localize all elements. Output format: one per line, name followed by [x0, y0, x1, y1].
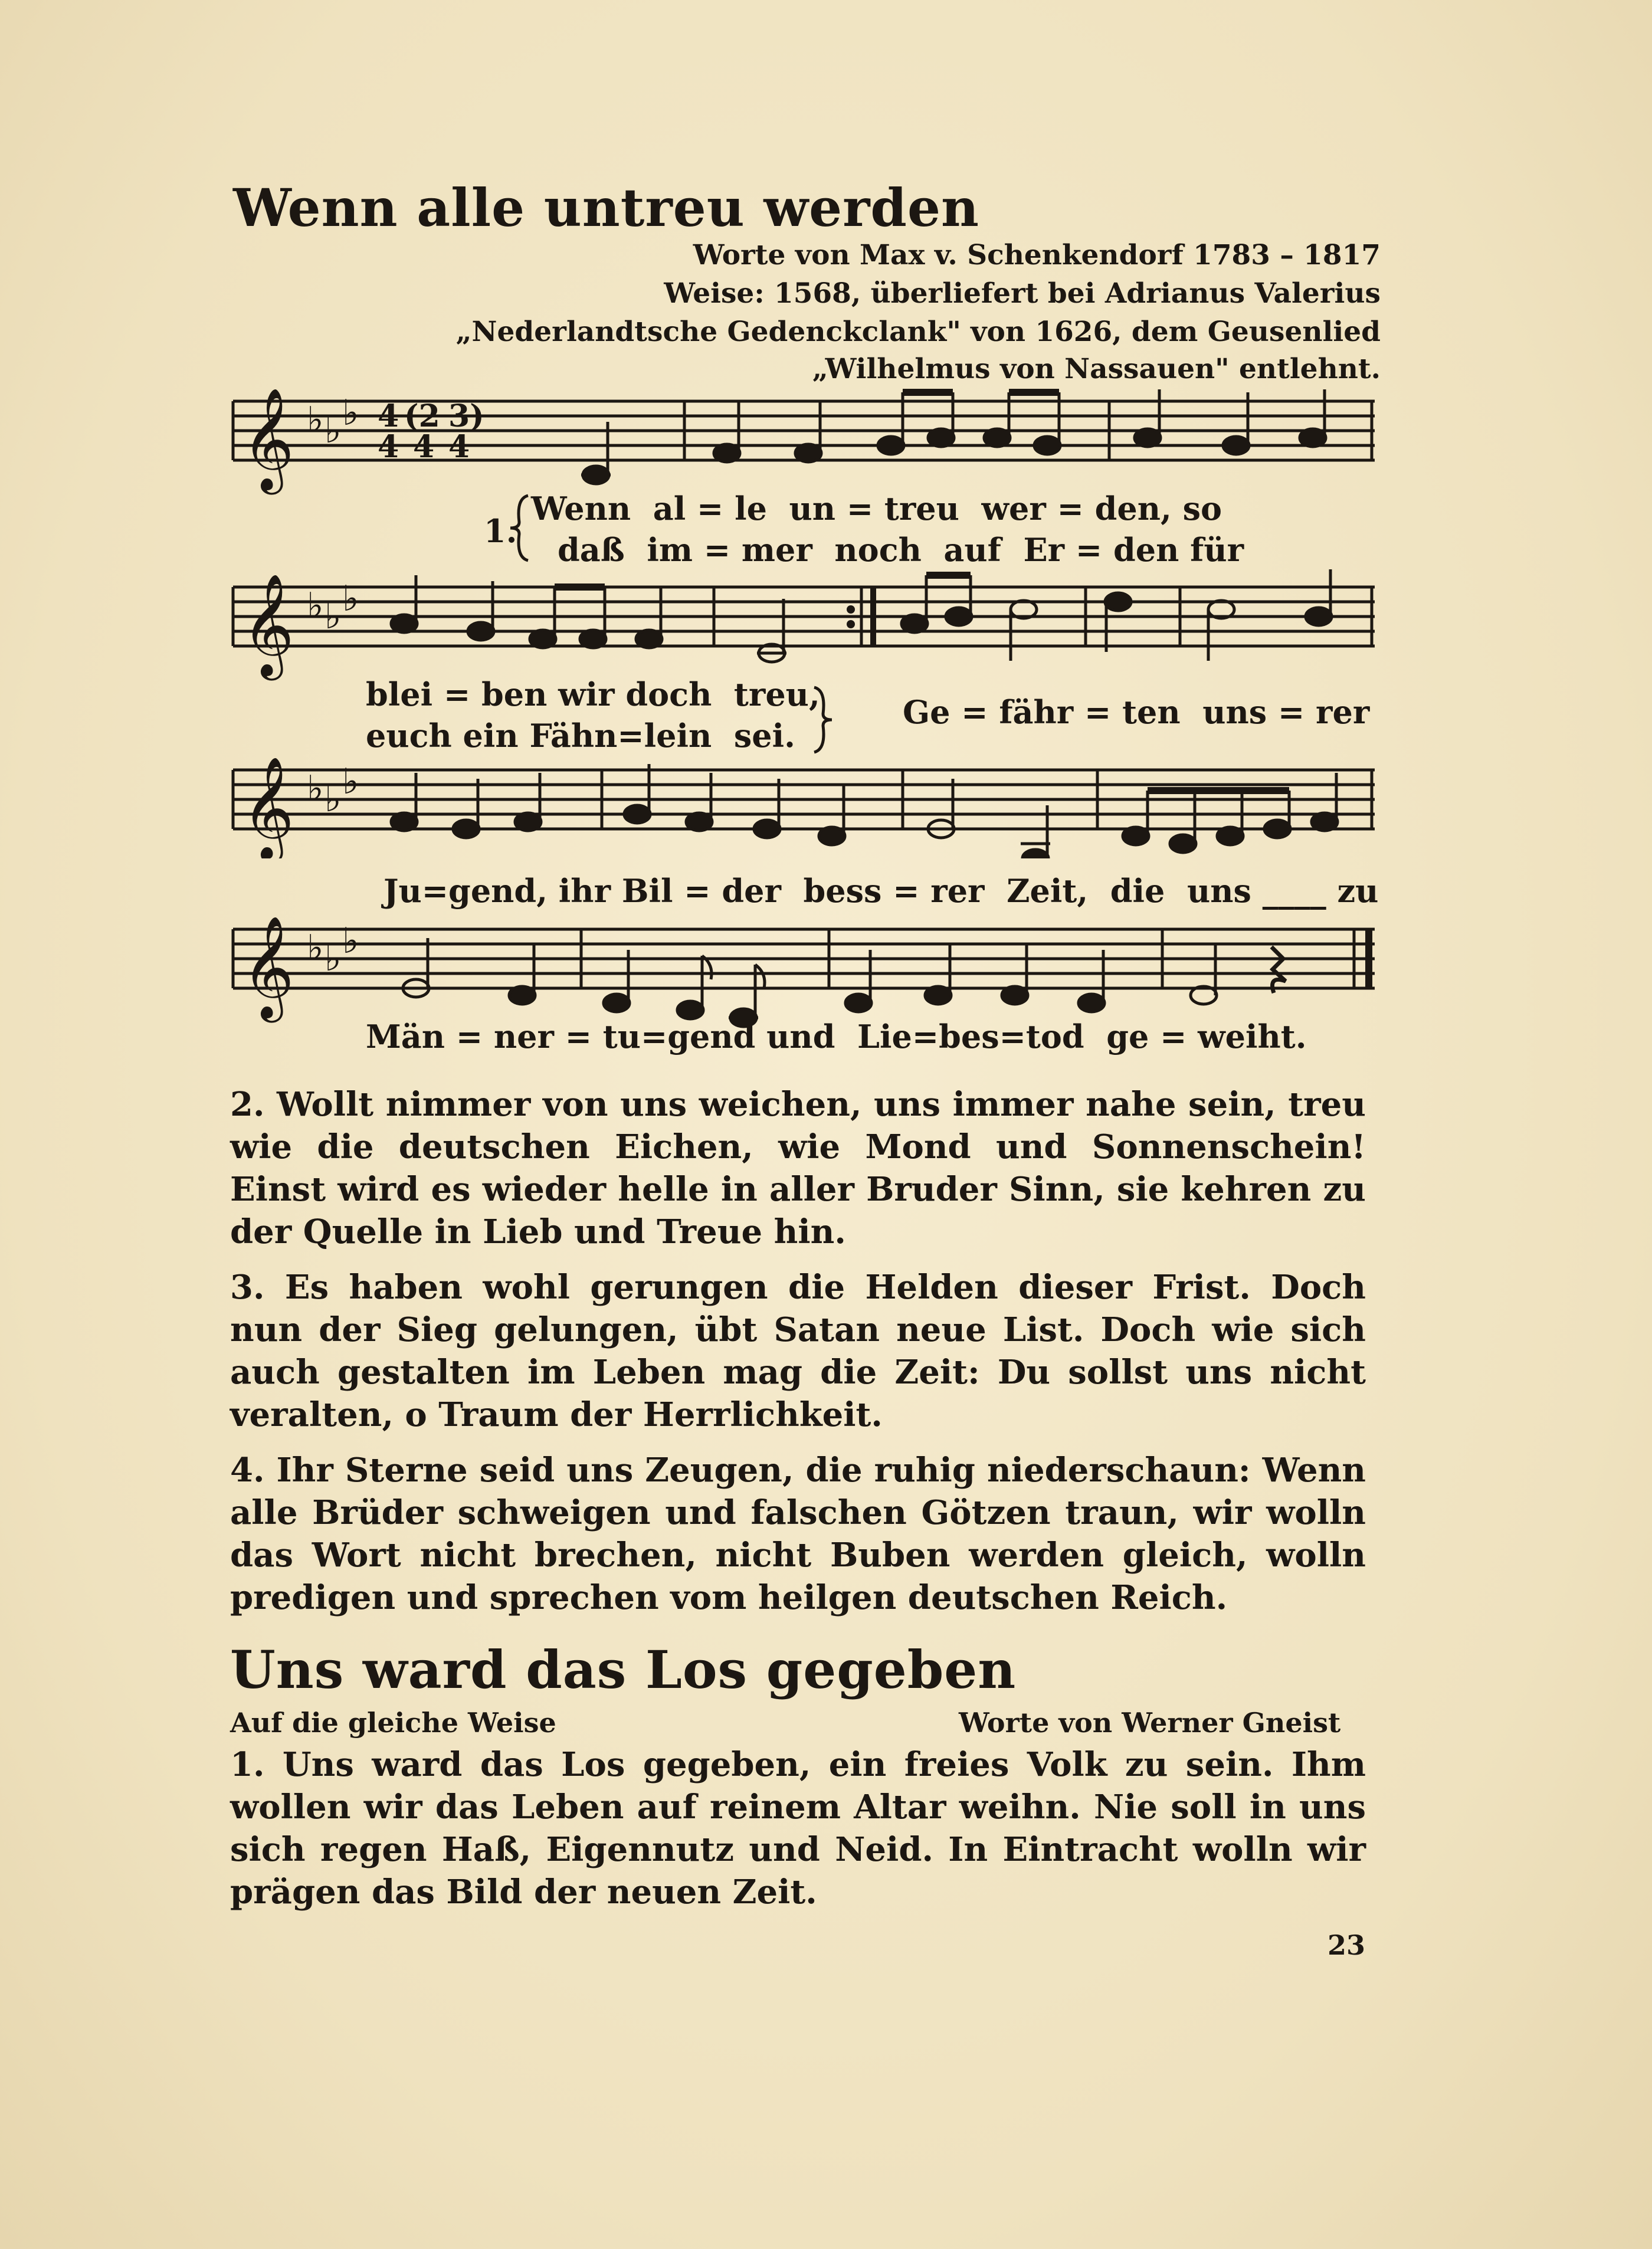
song-2-verse-1: 1. Uns ward das Los gegeben, ein freies Volk zu sein. Ihm wollen wir das Leben auf reinem Altar weihn. Nie soll in uns sich regen Haß, Eigennutz und Neid. In Eintracht wolln wir prägen das Bild der neuen Zeit. [230, 1745, 1366, 1912]
svg-text:♭: ♭ [324, 410, 342, 451]
lyric-line-1b: daß im = mer noch auf Er = den für [558, 531, 1244, 569]
svg-text:♭: ♭ [342, 578, 359, 619]
verse-4: 4. Ihr Sterne seid uns Zeugen, die ruhig niederschaun: Wenn alle Brüder schweigen und falschen Götzen traun, wir wolln das Wort nicht brechen, nicht Buben werden gleich, wolln predigen und sprechen vom heilgen deutschen Reich. [230, 1451, 1366, 1617]
lyric-line-2b: euch ein Fähn=lein sei. [366, 717, 795, 755]
svg-text:4: 4 [378, 398, 399, 434]
music-staff-3 [224, 740, 1404, 858]
lyric-line-3: Ju=gend, ihr Bil = der bess = rer Zeit, die uns ____ zu [384, 872, 1379, 910]
svg-text:(2: (2 [404, 398, 440, 434]
verse-2: 2. Wollt nimmer von uns weichen, uns immer nahe sein, treu wie die deutschen Eichen, wie Mond und Sonnenschein! Einst wird es wieder helle in aller Bruder Sinn, sie kehren zu der Quelle in Lieb und Treue hin. [230, 1085, 1366, 1251]
lyric-line-2a: blei = ben wir doch treu, [366, 676, 820, 713]
svg-text:♭: ♭ [342, 920, 359, 962]
svg-text:♭: ♭ [324, 596, 342, 637]
verse-number-1: 1. [484, 512, 517, 550]
svg-text:𝄞: 𝄞 [242, 573, 294, 676]
svg-text:♭: ♭ [307, 768, 324, 809]
credit-line-1: Worte von Max v. Schenkendorf 1783 – 1817 [693, 239, 1381, 271]
music-staff-2 [224, 563, 1404, 681]
credit-line-3: „Nederlandtsche Gedenckclank" von 1626, dem Geusenlied [455, 316, 1381, 348]
svg-text:𝄞: 𝄞 [242, 916, 294, 1018]
song-2-credit: Worte von Werner Gneist [959, 1707, 1341, 1739]
svg-text:3): 3) [448, 398, 484, 434]
credit-line-4: „Wilhelmus von Nassauen" entlehnt. [812, 353, 1381, 385]
svg-text:𝄞: 𝄞 [242, 756, 294, 858]
lyric-line-2c: Ge = fähr = ten uns = rer [903, 693, 1370, 731]
verse-3: 3. Es haben wohl gerungen die Helden dieser Frist. Doch nun der Sieg gelungen, übt Satan neue List. Doch wie sich auch gestalten im Leben mag die Zeit: Du sollst uns nicht veralten, o Traum der Herrlichkeit. [230, 1268, 1366, 1434]
lyric-line-1a: Wenn al = le un = treu wer = den, so [531, 490, 1222, 527]
svg-text:♭: ♭ [324, 779, 342, 820]
song-title: Wenn alle untreu werden [233, 177, 979, 238]
svg-text:4: 4 [378, 429, 399, 465]
song-2-title: Uns ward das Los gegeben [230, 1639, 1017, 1700]
svg-text:𝄞: 𝄞 [242, 388, 294, 490]
svg-text:4: 4 [448, 429, 470, 465]
svg-text:♭: ♭ [342, 761, 359, 802]
credit-line-2: Weise: 1568, überliefert bei Adrianus Valerius [664, 277, 1381, 310]
verse-brace-left [507, 493, 531, 563]
music-staff-1 [224, 366, 1404, 501]
svg-text:♭: ♭ [307, 927, 324, 969]
page-number: 23 [1328, 1929, 1366, 1961]
melody-note: Auf die gleiche Weise [230, 1707, 556, 1739]
music-staff-4 [224, 912, 1404, 1030]
verse-block [230, 1083, 1366, 1619]
svg-text:♭: ♭ [324, 938, 342, 979]
svg-text:♭: ♭ [307, 399, 324, 441]
svg-text:♭: ♭ [342, 392, 359, 434]
svg-text:4: 4 [413, 429, 435, 465]
svg-text:♭: ♭ [307, 585, 324, 627]
lyric-line-4: Män = ner = tu=gend und Lie=bes=tod ge = weiht. [366, 1018, 1307, 1055]
